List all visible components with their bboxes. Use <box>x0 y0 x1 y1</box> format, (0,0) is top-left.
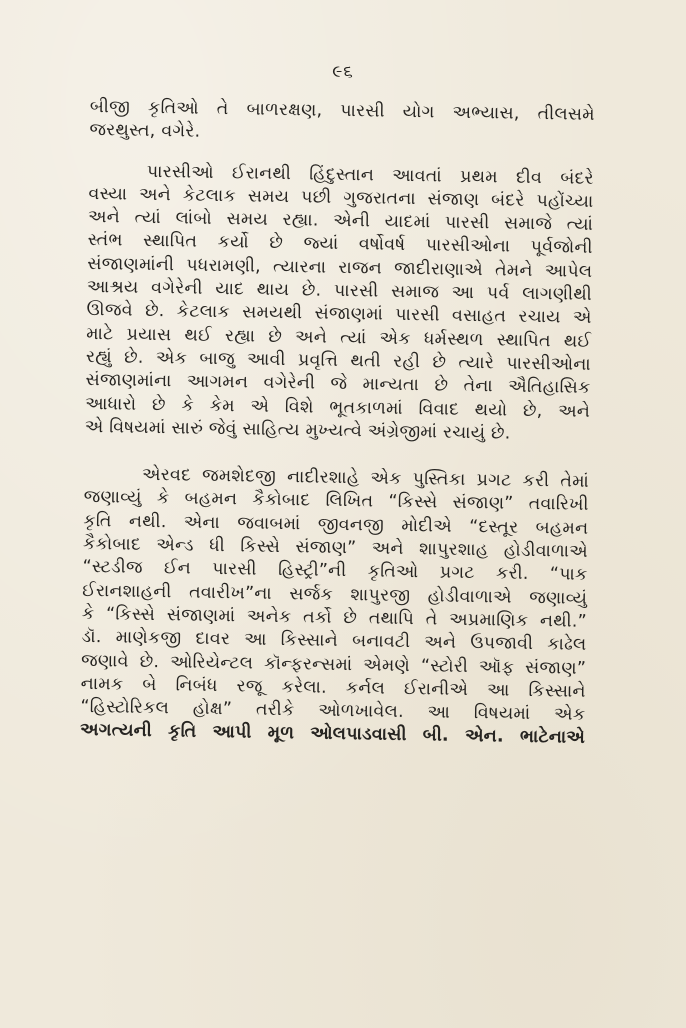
text-line: બીજી કૃતિઓ તે બાળરક્ષણ, પારસી યોગ અભ્યાસ, તીલસમે <box>89 96 595 125</box>
text-line: આધારો છે કે કેમ એ વિશે ભૂતકાળમાં વિવાદ થયો છે, અને <box>85 393 591 422</box>
text-line: સંજાણમાંની પધરામણી, ત્યારના રાજન જાદીરાણાએ તેમને આપેલ <box>87 253 593 282</box>
text-line: કૈકોબાદ એન્ડ ધી કિસ્સે સંજાણ” અને શાપુરશાહ હોડીવાળાએ <box>82 533 589 562</box>
text-line: જરથુસ્ત, વગેરે. <box>89 120 201 143</box>
text-line: ઈરાનશાહની તવારીખ”ના સર્જક શાપુરજી હોડીવાળાએ જણાવ્યું <box>82 580 588 609</box>
text-line: નામક બે નિબંધ રજૂ કરેલા. કર્નલ ઈરાનીએ આ કિસ્સાને <box>80 673 586 702</box>
text-line: એરવદ જમશેદજી નાદીરશાહે એક પુસ્તિકા પ્રગટ કરી તેમાં <box>141 465 590 493</box>
text-line: રહ્યું છે. એક બાજુ આવી પ્રવૃત્તિ થતી રહી છે ત્યારે પારસીઓના <box>85 346 591 375</box>
text-line: જણાવ્યું કે બહમન કૈકોબાદ લિખિત “કિસ્સે સંજાણ” તવારિખી <box>83 487 589 516</box>
text-line: આશ્રય વગેરેની યાદ થાય છે. પારસી સમાજ આ પર્વ લાગણીથી <box>86 277 593 305</box>
text-line: ડૉ. માણેકજી દાવર આ કિસ્સાને બનાવટી અને ઉપજાવી કાઢેલ <box>81 627 587 656</box>
paragraph-1 <box>89 96 600 151</box>
text-line: સંજાણમાંના આગમન વગેરેની જે માન્યતા છે તેના ઐતિહાસિક <box>85 370 591 399</box>
text-line: એ વિષયમાં સારું જેવું સાહિત્ય મુખ્યત્વે અંગ્રેજીમાં રચાયું છે. <box>84 416 511 444</box>
text-line: “હિસ્ટોરિકલ હોક્ષ” તરીકે ઓળખાવેલ. આ વિષયમાં એક <box>80 697 586 725</box>
text-line: કૃતિ નથી. એના જવાબમાં જીવનજી મોદીએ “દસ્તૂર બહમન <box>83 510 589 539</box>
text-line: સ્તંભ સ્થાપિત કર્યો છે જ્યાં વર્ષોવર્ષ પારસીઓના પૂર્વજોની <box>87 230 593 259</box>
text-line: માટે પ્રયાસ થઈ રહ્યા છે અને ત્યાં એક ધર્મસ્થળ સ્થાપિત થઈ <box>86 323 592 352</box>
page-body <box>80 96 600 751</box>
text-line: ઊજવે છે. કેટલાક સમયથી સંજાણમાં પારસી વસાહત રચાય એ <box>86 300 592 329</box>
text-line: “સ્ટડીજ ઈન પારસી હિસ્ટ્રી”ની કૃતિઓ પ્રગટ કરી. “પાક <box>82 557 588 586</box>
text-line: વસ્યા અને કેટલાક સમય પછી ગુજરાતના સંજાણ બંદરે પહોંચ્યા <box>88 183 594 212</box>
text-line: કે “કિસ્સે સંજાણમાં અનેક તર્કો છે તથાપિ તે અપ્રમાણિક નથી.” <box>81 603 587 632</box>
text-line: અગત્યની કૃતિ આપી મૂળ ઓલપાડવાસી બી. એન. ભાટેનાએ <box>79 720 586 749</box>
paragraph-2 <box>85 160 599 448</box>
paragraph-3 <box>80 463 594 751</box>
text-line: જણાવે છે. ઓરિયેન્ટલ કૉન્ફરન્સમાં એમણે “સ્ટોરી ઑફ સંજાણ” <box>80 650 587 679</box>
text-line: અને ત્યાં લાંબો સમય રહ્યા. એની યાદમાં પારસી સમાજે ત્યાં <box>87 207 594 236</box>
page-number: ૯૬ <box>332 62 354 82</box>
text-line: પારસીઓ ઈરાનથી હિંદુસ્તાન આવતાં પ્રથમ દીવ બંદરે <box>146 161 594 189</box>
